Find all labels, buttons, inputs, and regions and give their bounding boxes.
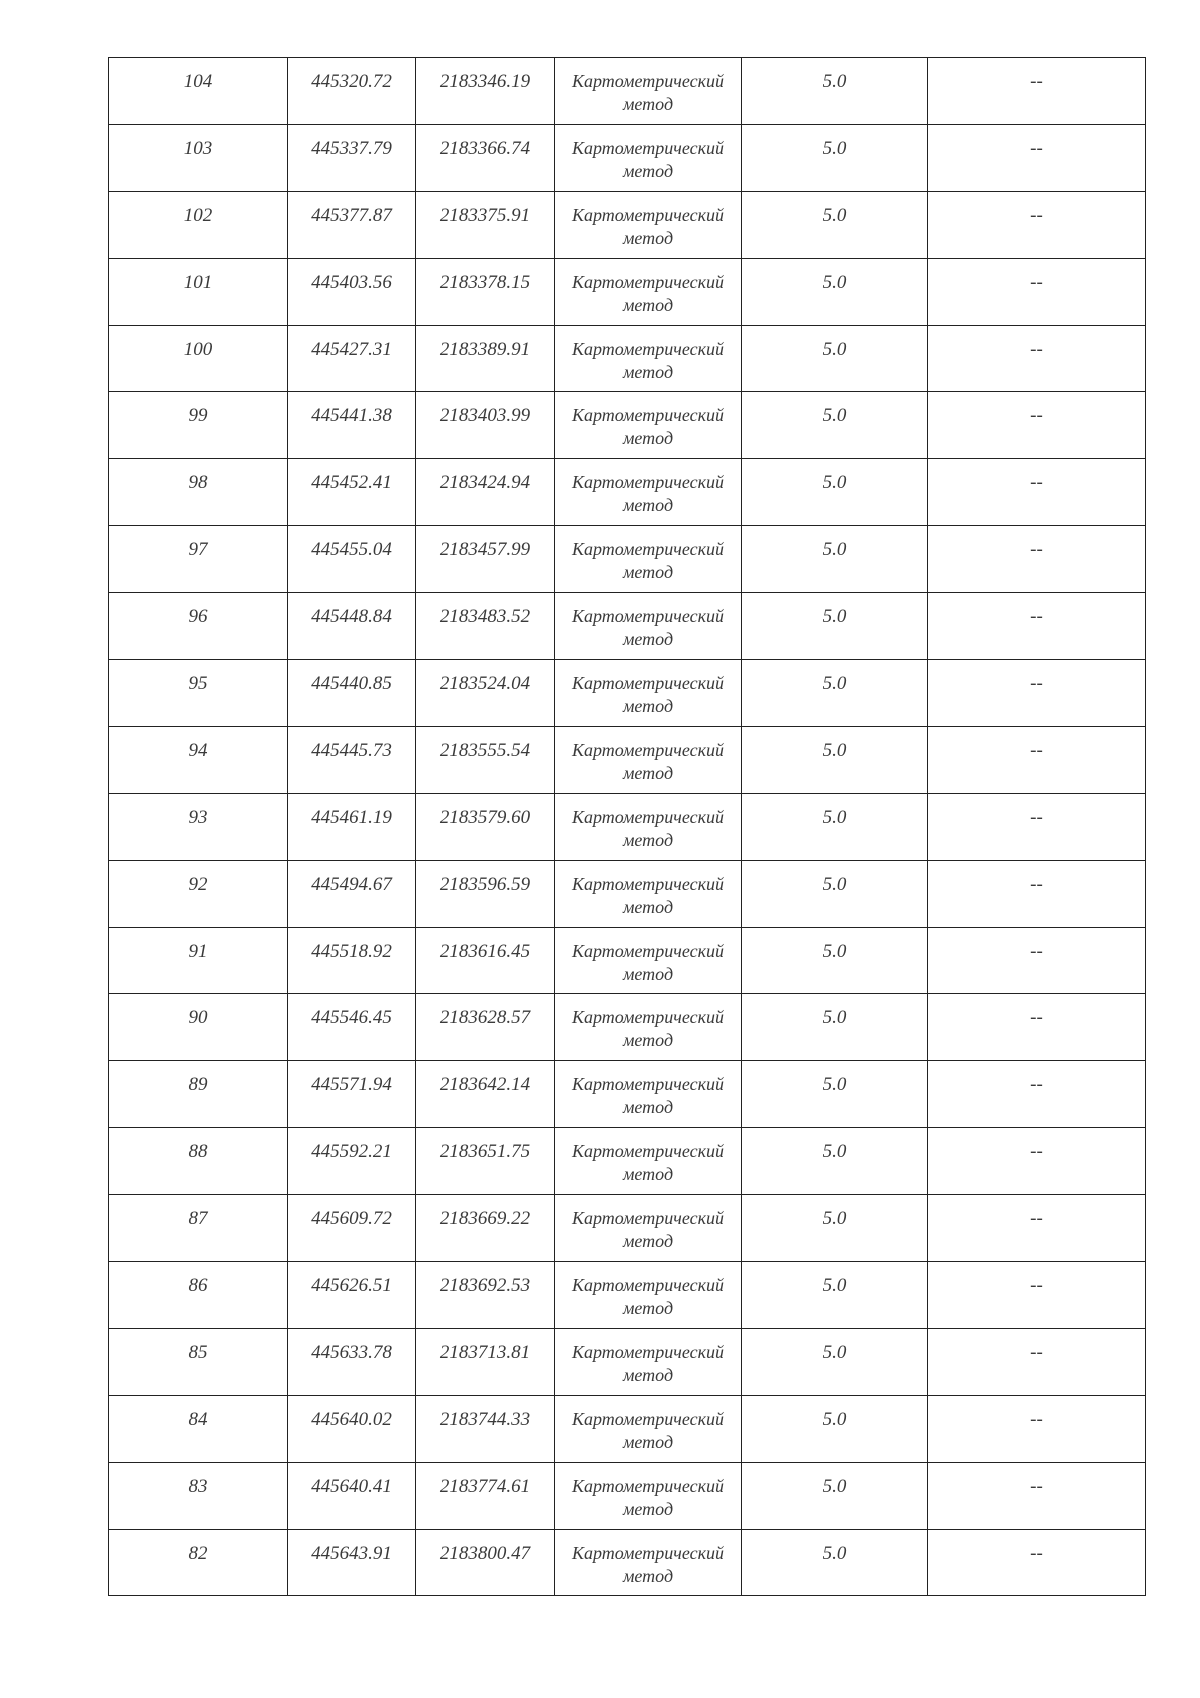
x-coordinate-cell: 445571.94 <box>288 1061 416 1128</box>
x-coordinate-cell: 445461.19 <box>288 793 416 860</box>
y-coordinate-cell: 2183651.75 <box>416 1128 555 1195</box>
table-row <box>109 1328 1146 1395</box>
table-row <box>109 994 1146 1061</box>
note-cell: -- <box>928 1061 1146 1128</box>
note-cell: -- <box>928 1128 1146 1195</box>
x-coordinate-cell: 445441.38 <box>288 392 416 459</box>
accuracy-cell: 5.0 <box>742 325 928 392</box>
y-coordinate-cell: 2183366.74 <box>416 124 555 191</box>
x-coordinate-cell: 445643.91 <box>288 1529 416 1596</box>
accuracy-cell: 5.0 <box>742 1328 928 1395</box>
y-coordinate-cell: 2183596.59 <box>416 860 555 927</box>
table-row <box>109 927 1146 994</box>
point-number-cell: 103 <box>109 124 288 191</box>
accuracy-cell: 5.0 <box>742 258 928 325</box>
note-cell: -- <box>928 1262 1146 1329</box>
y-coordinate-cell: 2183424.94 <box>416 459 555 526</box>
y-coordinate-cell: 2183524.04 <box>416 660 555 727</box>
x-coordinate-cell: 445546.45 <box>288 994 416 1061</box>
method-cell: Картометрический метод <box>555 927 742 994</box>
point-number-cell: 96 <box>109 593 288 660</box>
note-cell: -- <box>928 994 1146 1061</box>
x-coordinate-cell: 445455.04 <box>288 526 416 593</box>
table-row <box>109 1395 1146 1462</box>
point-number-cell: 86 <box>109 1262 288 1329</box>
accuracy-cell: 5.0 <box>742 526 928 593</box>
method-cell: Картометрический метод <box>555 1128 742 1195</box>
accuracy-cell: 5.0 <box>742 593 928 660</box>
accuracy-cell: 5.0 <box>742 1128 928 1195</box>
method-cell: Картометрический метод <box>555 58 742 125</box>
note-cell: -- <box>928 459 1146 526</box>
accuracy-cell: 5.0 <box>742 793 928 860</box>
method-cell: Картометрический метод <box>555 459 742 526</box>
point-number-cell: 102 <box>109 191 288 258</box>
table-row <box>109 459 1146 526</box>
accuracy-cell: 5.0 <box>742 1395 928 1462</box>
note-cell: -- <box>928 526 1146 593</box>
note-cell: -- <box>928 927 1146 994</box>
table-row <box>109 58 1146 125</box>
y-coordinate-cell: 2183642.14 <box>416 1061 555 1128</box>
accuracy-cell: 5.0 <box>742 726 928 793</box>
note-cell: -- <box>928 660 1146 727</box>
accuracy-cell: 5.0 <box>742 1195 928 1262</box>
accuracy-cell: 5.0 <box>742 191 928 258</box>
point-number-cell: 87 <box>109 1195 288 1262</box>
method-cell: Картометрический метод <box>555 1195 742 1262</box>
table-row <box>109 1529 1146 1596</box>
point-number-cell: 95 <box>109 660 288 727</box>
x-coordinate-cell: 445609.72 <box>288 1195 416 1262</box>
x-coordinate-cell: 445427.31 <box>288 325 416 392</box>
table-row <box>109 860 1146 927</box>
method-cell: Картометрический метод <box>555 191 742 258</box>
note-cell: -- <box>928 1395 1146 1462</box>
point-number-cell: 92 <box>109 860 288 927</box>
x-coordinate-cell: 445377.87 <box>288 191 416 258</box>
accuracy-cell: 5.0 <box>742 124 928 191</box>
method-cell: Картометрический метод <box>555 660 742 727</box>
x-coordinate-cell: 445448.84 <box>288 593 416 660</box>
accuracy-cell: 5.0 <box>742 1262 928 1329</box>
x-coordinate-cell: 445403.56 <box>288 258 416 325</box>
method-cell: Картометрический метод <box>555 1395 742 1462</box>
point-number-cell: 90 <box>109 994 288 1061</box>
note-cell: -- <box>928 1195 1146 1262</box>
x-coordinate-cell: 445518.92 <box>288 927 416 994</box>
table-row <box>109 258 1146 325</box>
note-cell: -- <box>928 1462 1146 1529</box>
x-coordinate-cell: 445640.41 <box>288 1462 416 1529</box>
y-coordinate-cell: 2183389.91 <box>416 325 555 392</box>
point-number-cell: 82 <box>109 1529 288 1596</box>
y-coordinate-cell: 2183555.54 <box>416 726 555 793</box>
point-number-cell: 99 <box>109 392 288 459</box>
table-row <box>109 726 1146 793</box>
y-coordinate-cell: 2183375.91 <box>416 191 555 258</box>
point-number-cell: 101 <box>109 258 288 325</box>
table-row <box>109 191 1146 258</box>
accuracy-cell: 5.0 <box>742 994 928 1061</box>
table-row <box>109 325 1146 392</box>
table-row <box>109 593 1146 660</box>
x-coordinate-cell: 445320.72 <box>288 58 416 125</box>
table-row <box>109 793 1146 860</box>
x-coordinate-cell: 445592.21 <box>288 1128 416 1195</box>
point-number-cell: 85 <box>109 1328 288 1395</box>
point-number-cell: 104 <box>109 58 288 125</box>
accuracy-cell: 5.0 <box>742 1061 928 1128</box>
method-cell: Картометрический метод <box>555 793 742 860</box>
point-number-cell: 88 <box>109 1128 288 1195</box>
y-coordinate-cell: 2183628.57 <box>416 994 555 1061</box>
x-coordinate-cell: 445494.67 <box>288 860 416 927</box>
note-cell: -- <box>928 1328 1146 1395</box>
table-row <box>109 660 1146 727</box>
note-cell: -- <box>928 258 1146 325</box>
point-number-cell: 97 <box>109 526 288 593</box>
point-number-cell: 100 <box>109 325 288 392</box>
accuracy-cell: 5.0 <box>742 1462 928 1529</box>
table-row <box>109 1462 1146 1529</box>
table-row <box>109 392 1146 459</box>
method-cell: Картометрический метод <box>555 1529 742 1596</box>
y-coordinate-cell: 2183457.99 <box>416 526 555 593</box>
y-coordinate-cell: 2183483.52 <box>416 593 555 660</box>
note-cell: -- <box>928 124 1146 191</box>
table-row <box>109 1128 1146 1195</box>
method-cell: Картометрический метод <box>555 1462 742 1529</box>
method-cell: Картометрический метод <box>555 1262 742 1329</box>
note-cell: -- <box>928 793 1146 860</box>
accuracy-cell: 5.0 <box>742 927 928 994</box>
note-cell: -- <box>928 392 1146 459</box>
note-cell: -- <box>928 58 1146 125</box>
method-cell: Картометрический метод <box>555 860 742 927</box>
table-row <box>109 526 1146 593</box>
table-row <box>109 1195 1146 1262</box>
y-coordinate-cell: 2183800.47 <box>416 1529 555 1596</box>
note-cell: -- <box>928 1529 1146 1596</box>
y-coordinate-cell: 2183378.15 <box>416 258 555 325</box>
accuracy-cell: 5.0 <box>742 392 928 459</box>
method-cell: Картометрический метод <box>555 392 742 459</box>
accuracy-cell: 5.0 <box>742 660 928 727</box>
point-number-cell: 98 <box>109 459 288 526</box>
point-number-cell: 94 <box>109 726 288 793</box>
accuracy-cell: 5.0 <box>742 459 928 526</box>
point-number-cell: 89 <box>109 1061 288 1128</box>
method-cell: Картометрический метод <box>555 593 742 660</box>
x-coordinate-cell: 445452.41 <box>288 459 416 526</box>
method-cell: Картометрический метод <box>555 325 742 392</box>
note-cell: -- <box>928 325 1146 392</box>
method-cell: Картометрический метод <box>555 726 742 793</box>
table-row <box>109 1061 1146 1128</box>
point-number-cell: 83 <box>109 1462 288 1529</box>
x-coordinate-cell: 445626.51 <box>288 1262 416 1329</box>
y-coordinate-cell: 2183744.33 <box>416 1395 555 1462</box>
method-cell: Картометрический метод <box>555 1328 742 1395</box>
note-cell: -- <box>928 860 1146 927</box>
y-coordinate-cell: 2183616.45 <box>416 927 555 994</box>
y-coordinate-cell: 2183669.22 <box>416 1195 555 1262</box>
table-row <box>109 124 1146 191</box>
y-coordinate-cell: 2183346.19 <box>416 58 555 125</box>
point-number-cell: 93 <box>109 793 288 860</box>
y-coordinate-cell: 2183403.99 <box>416 392 555 459</box>
note-cell: -- <box>928 593 1146 660</box>
y-coordinate-cell: 2183713.81 <box>416 1328 555 1395</box>
y-coordinate-cell: 2183692.53 <box>416 1262 555 1329</box>
coordinates-table <box>108 57 1146 1596</box>
x-coordinate-cell: 445440.85 <box>288 660 416 727</box>
method-cell: Картометрический метод <box>555 526 742 593</box>
x-coordinate-cell: 445445.73 <box>288 726 416 793</box>
method-cell: Картометрический метод <box>555 124 742 191</box>
point-number-cell: 84 <box>109 1395 288 1462</box>
point-number-cell: 91 <box>109 927 288 994</box>
table-row <box>109 1262 1146 1329</box>
coordinates-table-body <box>109 58 1146 1596</box>
accuracy-cell: 5.0 <box>742 1529 928 1596</box>
y-coordinate-cell: 2183579.60 <box>416 793 555 860</box>
x-coordinate-cell: 445640.02 <box>288 1395 416 1462</box>
method-cell: Картометрический метод <box>555 258 742 325</box>
accuracy-cell: 5.0 <box>742 860 928 927</box>
x-coordinate-cell: 445633.78 <box>288 1328 416 1395</box>
method-cell: Картометрический метод <box>555 1061 742 1128</box>
x-coordinate-cell: 445337.79 <box>288 124 416 191</box>
accuracy-cell: 5.0 <box>742 58 928 125</box>
y-coordinate-cell: 2183774.61 <box>416 1462 555 1529</box>
note-cell: -- <box>928 726 1146 793</box>
method-cell: Картометрический метод <box>555 994 742 1061</box>
note-cell: -- <box>928 191 1146 258</box>
